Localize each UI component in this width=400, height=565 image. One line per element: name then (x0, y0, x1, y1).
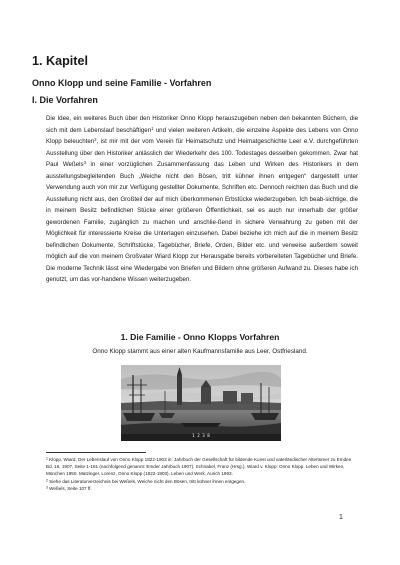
footnote-text: Weßels, Seite 107 ff. (47, 485, 92, 491)
section-title: I. Die Vorfahren (32, 95, 98, 105)
body-text-part: , ist mir mit der vom Verein für Heimatschutz und Heimatgeschichte Leer e.V. durchgeführten Ausstellung über den Historiker anlässlich der Wiederkehr des 100. Todestages desselben gekommen. Zwar hat Paul Weßels (46, 138, 358, 168)
body-paragraph (46, 113, 358, 286)
footnote-item (46, 485, 358, 492)
page-number: 1 (339, 514, 343, 521)
body-text-part: Die Idee, ein weiteres Buch über den Historiker Onno Klopp herauszugeben neben den bekannten Büchern, die sich mit dem Lebenslauf beschäftigen (46, 115, 358, 134)
footnote-item (46, 478, 358, 485)
footnote-mark: 2 (46, 478, 48, 483)
footnote-ref-3[interactable]: 3 (83, 159, 86, 165)
footnote-item (46, 456, 358, 478)
footnote-mark: 3 (46, 485, 48, 490)
subsection-title: 1. Die Familie - Onno Klopps Vorfahren (120, 332, 280, 342)
footnote-text: Siehe das Literaturverzeichnis bei Weßels, Weiche nicht den Bösen, tritt kühner ihnen entgegen. (47, 478, 246, 484)
harbor-engraving-illustration (121, 365, 281, 441)
harbor-engraving-image (121, 365, 281, 441)
chapter-subtitle: Onno Klopp und seine Familie - Vorfahren (32, 78, 212, 88)
figure-caption: 1 2 3 8 (192, 433, 210, 438)
subsection-intro: Onno Klopp stammt aus einer alten Kaufmannsfamilie aus Leer, Ostfriesland. (92, 348, 308, 355)
footnote-ref-1[interactable]: 1 (151, 125, 154, 131)
footnote-text: Klopp, Wiard, Der Lebenslauf von Onno Klopp 1822-1903 in: Jahrbuch der Gesellschaft für bildende Kunst und vaterländischer Altertümer zu Emden Bd. 16, 1907, Seite 1-181 (nachfolgend genannt: Emder Jahrbuch 1907). Schnabel, Franz (Hrsg.), Wiard v. Klopp: Onno Klopp. Leben und Wirken, München 1950. Matzinger, Lorenz, Onno Klopp (1822-1903). Leben und Werk, Aurich 1993. (46, 457, 352, 477)
body-text-part: und vielen weiteren Artikeln, die einzelne Aspekte des Lebens von Onno Klopp beleuchten (46, 126, 358, 145)
chapter-title: 1. Kapitel (32, 54, 88, 68)
footnote-divider (46, 452, 146, 453)
footnotes (46, 456, 358, 492)
footnote-ref-2[interactable]: 2 (94, 136, 97, 142)
footnote-mark: 1 (46, 456, 48, 461)
body-text-part: in einer vorzüglichen Zusammenfassung das Leben und Wirken des Historikers in dem ausstellungsbegleitenden Buch „Weiche nicht den Bösen, tritt kühner ihnen entgegen“ dargestellt unter Verwendung auch von mir zur Verfügung gestellter Dokumente, Schriften etc. Dennoch reichten das Buch und die Ausstellung nicht aus, den Großteil der auf mich überkommenen Erbstücke wiederzugeben. Ich beab-sichtige, die in meinem Besitz befindlichen Stücke einer größeren Öffentlichkeit, sei es auch nur innerhalb der größer gewordenen Familie, zugänglich zu machen und anschlie-ßend in sichere Verwahrung zu geben mit der Möglichkeit für interessierte Kreise die Unterlagen einzusehen. Dabei beziehe ich mich auf die in meinem Besitz befindlichen Dokumente, Schriftstücke, Tagebücher, Briefe, Orden, Bilder etc. und verweise außerdem soweit möglich auf die von meinem Großvater Wiard Klopp zur Herausgabe bereits vorbereiteten Tagebücher und Briefe. Die moderne Technik lässt eine Wiedergabe von Briefen und Bildern ohne größeren Aufwand zu. Dieses habe ich genutzt, um das vor-handene Wissen weiterzugeben. (46, 161, 358, 283)
